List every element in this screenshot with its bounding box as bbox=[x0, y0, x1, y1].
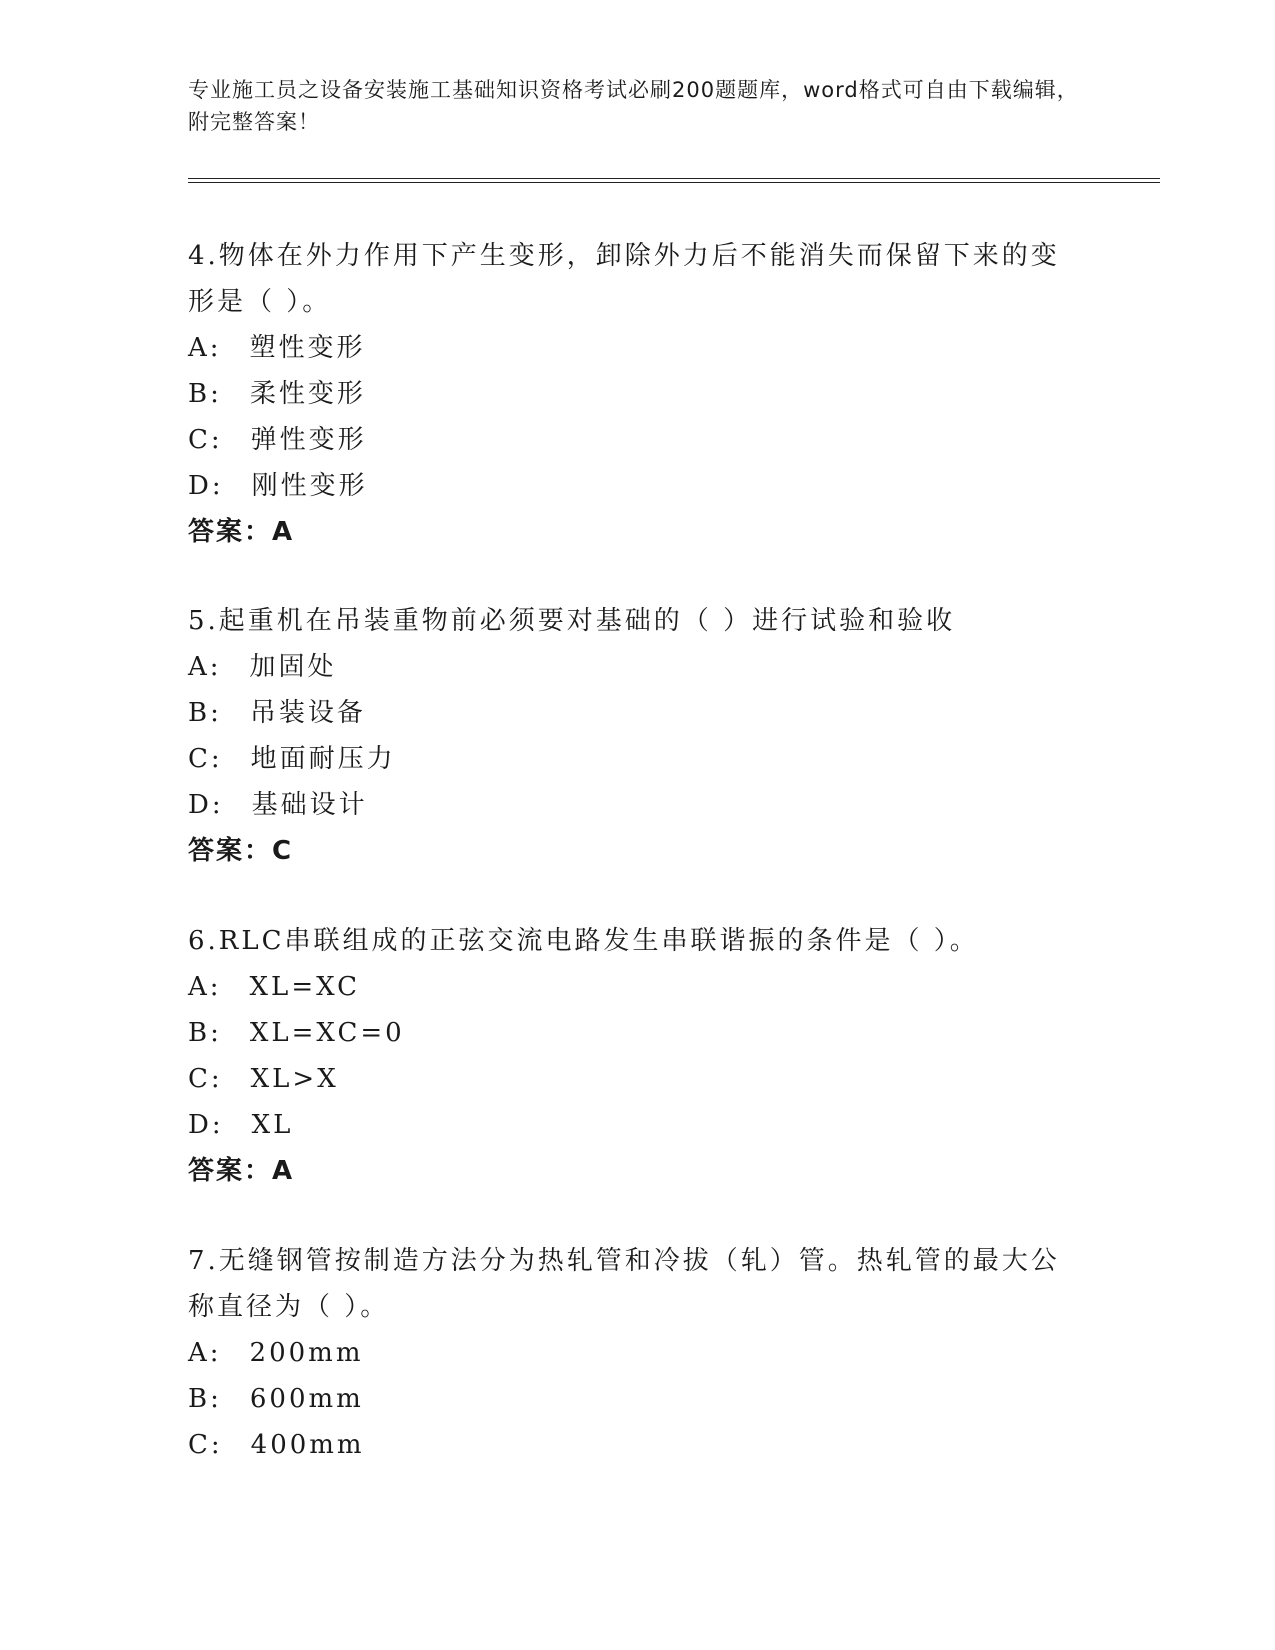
answer-label: 答案：A bbox=[188, 517, 295, 547]
option-text: 加固处 bbox=[249, 652, 337, 682]
option-c bbox=[188, 1056, 1068, 1102]
question-7 bbox=[188, 1238, 1068, 1468]
option-key: D: bbox=[188, 471, 224, 501]
question-6 bbox=[188, 918, 1068, 1194]
option-key: D: bbox=[188, 790, 224, 820]
option-key: C: bbox=[188, 1430, 223, 1460]
option-b bbox=[188, 371, 1068, 417]
option-text: 吊装设备 bbox=[249, 698, 366, 728]
question-5 bbox=[188, 598, 1068, 874]
option-key: C: bbox=[188, 425, 223, 455]
option-b bbox=[188, 1010, 1068, 1056]
document-header: 专业施工员之设备安装施工基础知识资格考试必刷200题题库，word格式可自由下载编辑，附完整答案！ bbox=[188, 78, 1079, 134]
option-text: 600mm bbox=[249, 1384, 364, 1414]
option-key: A: bbox=[188, 333, 222, 363]
option-a bbox=[188, 325, 1068, 371]
option-text: 200mm bbox=[249, 1338, 364, 1368]
option-text: 地面耐压力 bbox=[250, 744, 396, 774]
option-text: XL>X bbox=[250, 1064, 339, 1094]
option-key: B: bbox=[188, 1384, 222, 1414]
option-text: 柔性变形 bbox=[249, 379, 366, 409]
option-key: C: bbox=[188, 1064, 223, 1094]
option-text: XL=XC=0 bbox=[249, 1018, 405, 1048]
option-b bbox=[188, 1376, 1068, 1422]
option-c bbox=[188, 736, 1068, 782]
option-key: B: bbox=[188, 379, 222, 409]
option-a bbox=[188, 1330, 1068, 1376]
option-d bbox=[188, 1102, 1068, 1148]
option-text: 刚性变形 bbox=[251, 471, 368, 501]
option-c bbox=[188, 1422, 1068, 1468]
option-key: D: bbox=[188, 1110, 224, 1140]
option-text: 塑性变形 bbox=[249, 333, 366, 363]
option-a bbox=[188, 964, 1068, 1010]
option-d bbox=[188, 782, 1068, 828]
answer-label: 答案：C bbox=[188, 836, 294, 866]
option-d bbox=[188, 463, 1068, 509]
option-key: A: bbox=[188, 972, 222, 1002]
header-divider-top bbox=[188, 178, 1160, 179]
option-key: C: bbox=[188, 744, 223, 774]
option-key: A: bbox=[188, 652, 222, 682]
option-key: A: bbox=[188, 1338, 222, 1368]
option-b bbox=[188, 690, 1068, 736]
header-divider-bottom bbox=[188, 182, 1160, 183]
option-text: 弹性变形 bbox=[250, 425, 367, 455]
question-stem: 4.物体在外力作用下产生变形，卸除外力后不能消失而保留下来的变形是（ ）。 bbox=[188, 241, 1060, 317]
question-stem: 6.RLC串联组成的正弦交流电路发生串联谐振的条件是（ ）。 bbox=[188, 926, 979, 956]
option-key: B: bbox=[188, 1018, 222, 1048]
option-c bbox=[188, 417, 1068, 463]
question-4 bbox=[188, 233, 1068, 555]
option-text: XL=XC bbox=[249, 972, 361, 1002]
option-text: 基础设计 bbox=[251, 790, 368, 820]
option-text: 400mm bbox=[250, 1430, 365, 1460]
option-text: XL bbox=[251, 1110, 294, 1140]
question-stem: 7.无缝钢管按制造方法分为热轧管和冷拔（轧）管。热轧管的最大公称直径为（ ）。 bbox=[188, 1246, 1060, 1322]
answer-label: 答案：A bbox=[188, 1156, 295, 1186]
option-key: B: bbox=[188, 698, 222, 728]
option-a bbox=[188, 644, 1068, 690]
question-stem: 5.起重机在吊装重物前必须要对基础的（ ）进行试验和验收 bbox=[188, 606, 956, 636]
